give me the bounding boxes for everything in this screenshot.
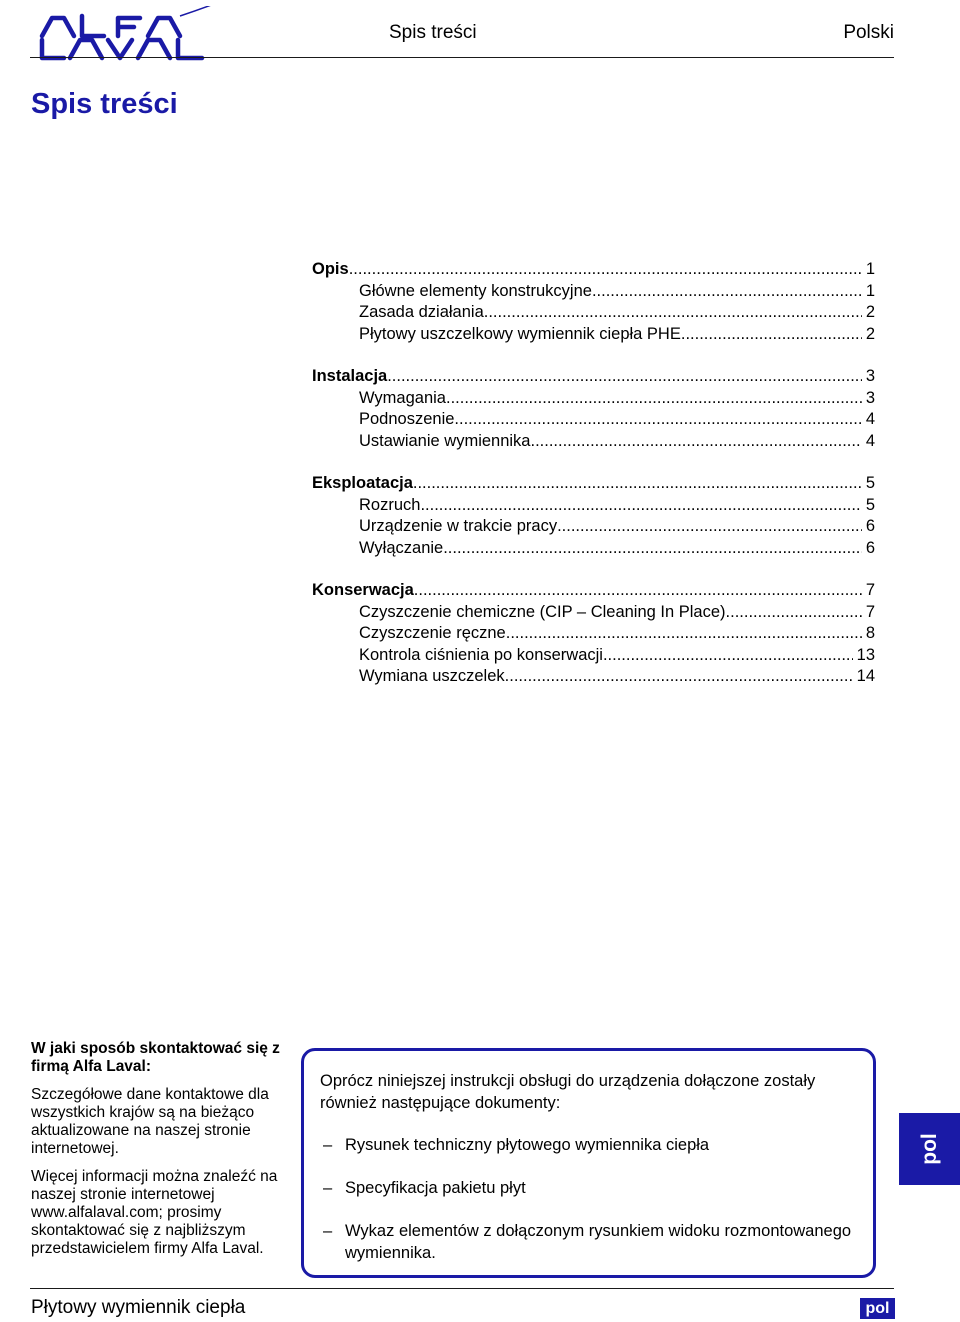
toc-dot-leader bbox=[443, 538, 862, 560]
toc-dot-leader bbox=[592, 281, 862, 303]
toc-entry-label: Kontrola ciśnienia po konserwacji bbox=[359, 645, 603, 664]
toc-subsection-entry[interactable] bbox=[312, 495, 875, 517]
header-language: Polski bbox=[843, 22, 894, 43]
toc-dot-leader bbox=[387, 366, 862, 388]
toc-section-entry[interactable] bbox=[312, 259, 875, 281]
toc-dot-leader bbox=[414, 580, 862, 602]
contact-paragraph-1: Szczegółowe dane kontaktowe dla wszystkich krajów są na bieżąco aktualizowane na naszej stronie internetowej. bbox=[31, 1086, 269, 1157]
contact-info bbox=[31, 1040, 303, 1268]
list-item bbox=[320, 1220, 857, 1264]
toc-dot-leader bbox=[349, 259, 862, 281]
toc-entry-page-number: 7 bbox=[865, 581, 875, 599]
toc-entry-page-number: 6 bbox=[865, 517, 875, 535]
toc-entry-label: Wymagania bbox=[359, 388, 446, 407]
toc-subsection-entry[interactable] bbox=[312, 623, 875, 645]
contact-paragraph-2: Więcej informacji można znaleźć na naszej stronie internetowej www.alfalaval.com; prosimy skontaktować się z najbliższym przedstawicielem firmy Alfa Laval. bbox=[31, 1168, 278, 1257]
toc-entry-label: Opis bbox=[312, 260, 349, 278]
toc-dot-leader bbox=[454, 409, 861, 431]
toc-entry-page-number: 14 bbox=[856, 667, 875, 685]
toc-entry-page-number: 7 bbox=[865, 602, 875, 621]
toc-entry-page-number: 13 bbox=[856, 645, 875, 664]
dash-bullet: – bbox=[323, 1136, 333, 1154]
toc-entry-label: Zasada działania bbox=[359, 303, 484, 321]
toc-section-entry[interactable] bbox=[312, 366, 875, 388]
toc-dot-leader bbox=[603, 645, 853, 667]
toc-subsection-entry[interactable] bbox=[312, 302, 875, 324]
documents-intro: Oprócz niniejszej instrukcji obsługi do urządzenia dołączone zostały również następujące dokumenty: bbox=[320, 1072, 816, 1112]
document-item: Wykaz elementów z dołączonym rysunkiem widoku rozmontowanego wymiennika. bbox=[345, 1222, 852, 1262]
toc-subsection-entry[interactable] bbox=[312, 516, 875, 538]
toc-subsection-entry[interactable] bbox=[312, 281, 875, 303]
toc-subsection-entry[interactable] bbox=[312, 388, 875, 410]
dash-bullet: – bbox=[323, 1179, 333, 1197]
toc-entry-label: Rozruch bbox=[359, 495, 421, 514]
table-of-contents bbox=[312, 259, 875, 688]
header-rule bbox=[30, 57, 894, 58]
toc-entry-page-number: 3 bbox=[865, 388, 875, 407]
toc-entry-page-number: 6 bbox=[865, 538, 875, 557]
toc-entry-page-number: 1 bbox=[865, 260, 875, 278]
toc-entry-page-number: 2 bbox=[865, 303, 875, 321]
toc-subsection-entry[interactable] bbox=[312, 431, 875, 453]
toc-dot-leader bbox=[446, 388, 862, 410]
toc-entry-page-number: 5 bbox=[865, 495, 875, 514]
toc-entry-page-number: 4 bbox=[865, 410, 875, 428]
toc-entry-page-number: 8 bbox=[865, 624, 875, 642]
toc-section-entry[interactable] bbox=[312, 473, 875, 495]
document-item: Rysunek techniczny płytowego wymiennika ciepła bbox=[345, 1136, 710, 1154]
toc-entry-page-number: 3 bbox=[865, 367, 875, 385]
footer-title: Płytowy wymiennik ciepła bbox=[31, 1297, 246, 1318]
toc-section-entry[interactable] bbox=[312, 580, 875, 602]
toc-entry-label: Czyszczenie ręczne bbox=[359, 624, 506, 642]
toc-entry-label: Konserwacja bbox=[312, 581, 414, 599]
contact-heading: W jaki sposób skontaktować się z firmą Alfa Laval: bbox=[31, 1040, 280, 1075]
toc-entry-label: Czyszczenie chemiczne (CIP – Cleaning In Place) bbox=[359, 602, 726, 621]
dash-bullet: – bbox=[323, 1222, 333, 1240]
toc-entry-label: Ustawianie wymiennika bbox=[359, 431, 531, 450]
toc-entry-label: Płytowy uszczelkowy wymiennik ciepła PHE bbox=[359, 324, 681, 343]
toc-entry-label: Eksploatacja bbox=[312, 474, 413, 492]
toc-entry-label: Wymiana uszczelek bbox=[359, 667, 505, 685]
toc-dot-leader bbox=[557, 516, 862, 538]
toc-dot-leader bbox=[531, 431, 862, 453]
toc-dot-leader bbox=[420, 495, 861, 517]
page-title: Spis treści bbox=[31, 88, 178, 120]
toc-subsection-entry[interactable] bbox=[312, 602, 875, 624]
toc-entry-label: Wyłączanie bbox=[359, 538, 444, 557]
header-section-title: Spis treści bbox=[389, 22, 477, 43]
toc-subsection-entry[interactable] bbox=[312, 538, 875, 560]
toc-entry-label: Instalacja bbox=[312, 367, 388, 385]
toc-entry-label: Urządzenie w trakcie pracy bbox=[359, 517, 558, 535]
toc-subsection-entry[interactable] bbox=[312, 666, 875, 688]
toc-subsection-entry[interactable] bbox=[312, 409, 875, 431]
toc-subsection-entry[interactable] bbox=[312, 645, 875, 667]
language-side-tab-label: pol bbox=[917, 1133, 941, 1165]
toc-entry-page-number: 1 bbox=[865, 281, 875, 300]
toc-entry-label: Podnoszenie bbox=[359, 410, 455, 428]
alfa-laval-logo-icon bbox=[30, 6, 220, 64]
list-item bbox=[320, 1134, 857, 1156]
list-item bbox=[320, 1177, 857, 1199]
toc-subsection-entry[interactable] bbox=[312, 324, 875, 346]
toc-entry-page-number: 2 bbox=[865, 324, 875, 343]
alfa-laval-logo bbox=[30, 6, 220, 64]
supplied-documents-box bbox=[301, 1048, 876, 1278]
toc-dot-leader bbox=[726, 602, 862, 624]
toc-dot-leader bbox=[413, 473, 862, 495]
toc-entry-page-number: 5 bbox=[865, 474, 875, 492]
toc-dot-leader bbox=[681, 324, 862, 346]
document-item: Specyfikacja pakietu płyt bbox=[345, 1179, 526, 1197]
toc-dot-leader bbox=[505, 666, 853, 688]
language-side-tab bbox=[899, 1113, 960, 1185]
footer-language-badge: pol bbox=[860, 1298, 895, 1319]
toc-dot-leader bbox=[484, 302, 862, 324]
footer-rule bbox=[30, 1288, 894, 1289]
documents-list bbox=[320, 1134, 857, 1264]
toc-entry-label: Główne elementy konstrukcyjne bbox=[359, 281, 592, 300]
toc-entry-page-number: 4 bbox=[865, 431, 875, 450]
toc-dot-leader bbox=[506, 623, 862, 645]
